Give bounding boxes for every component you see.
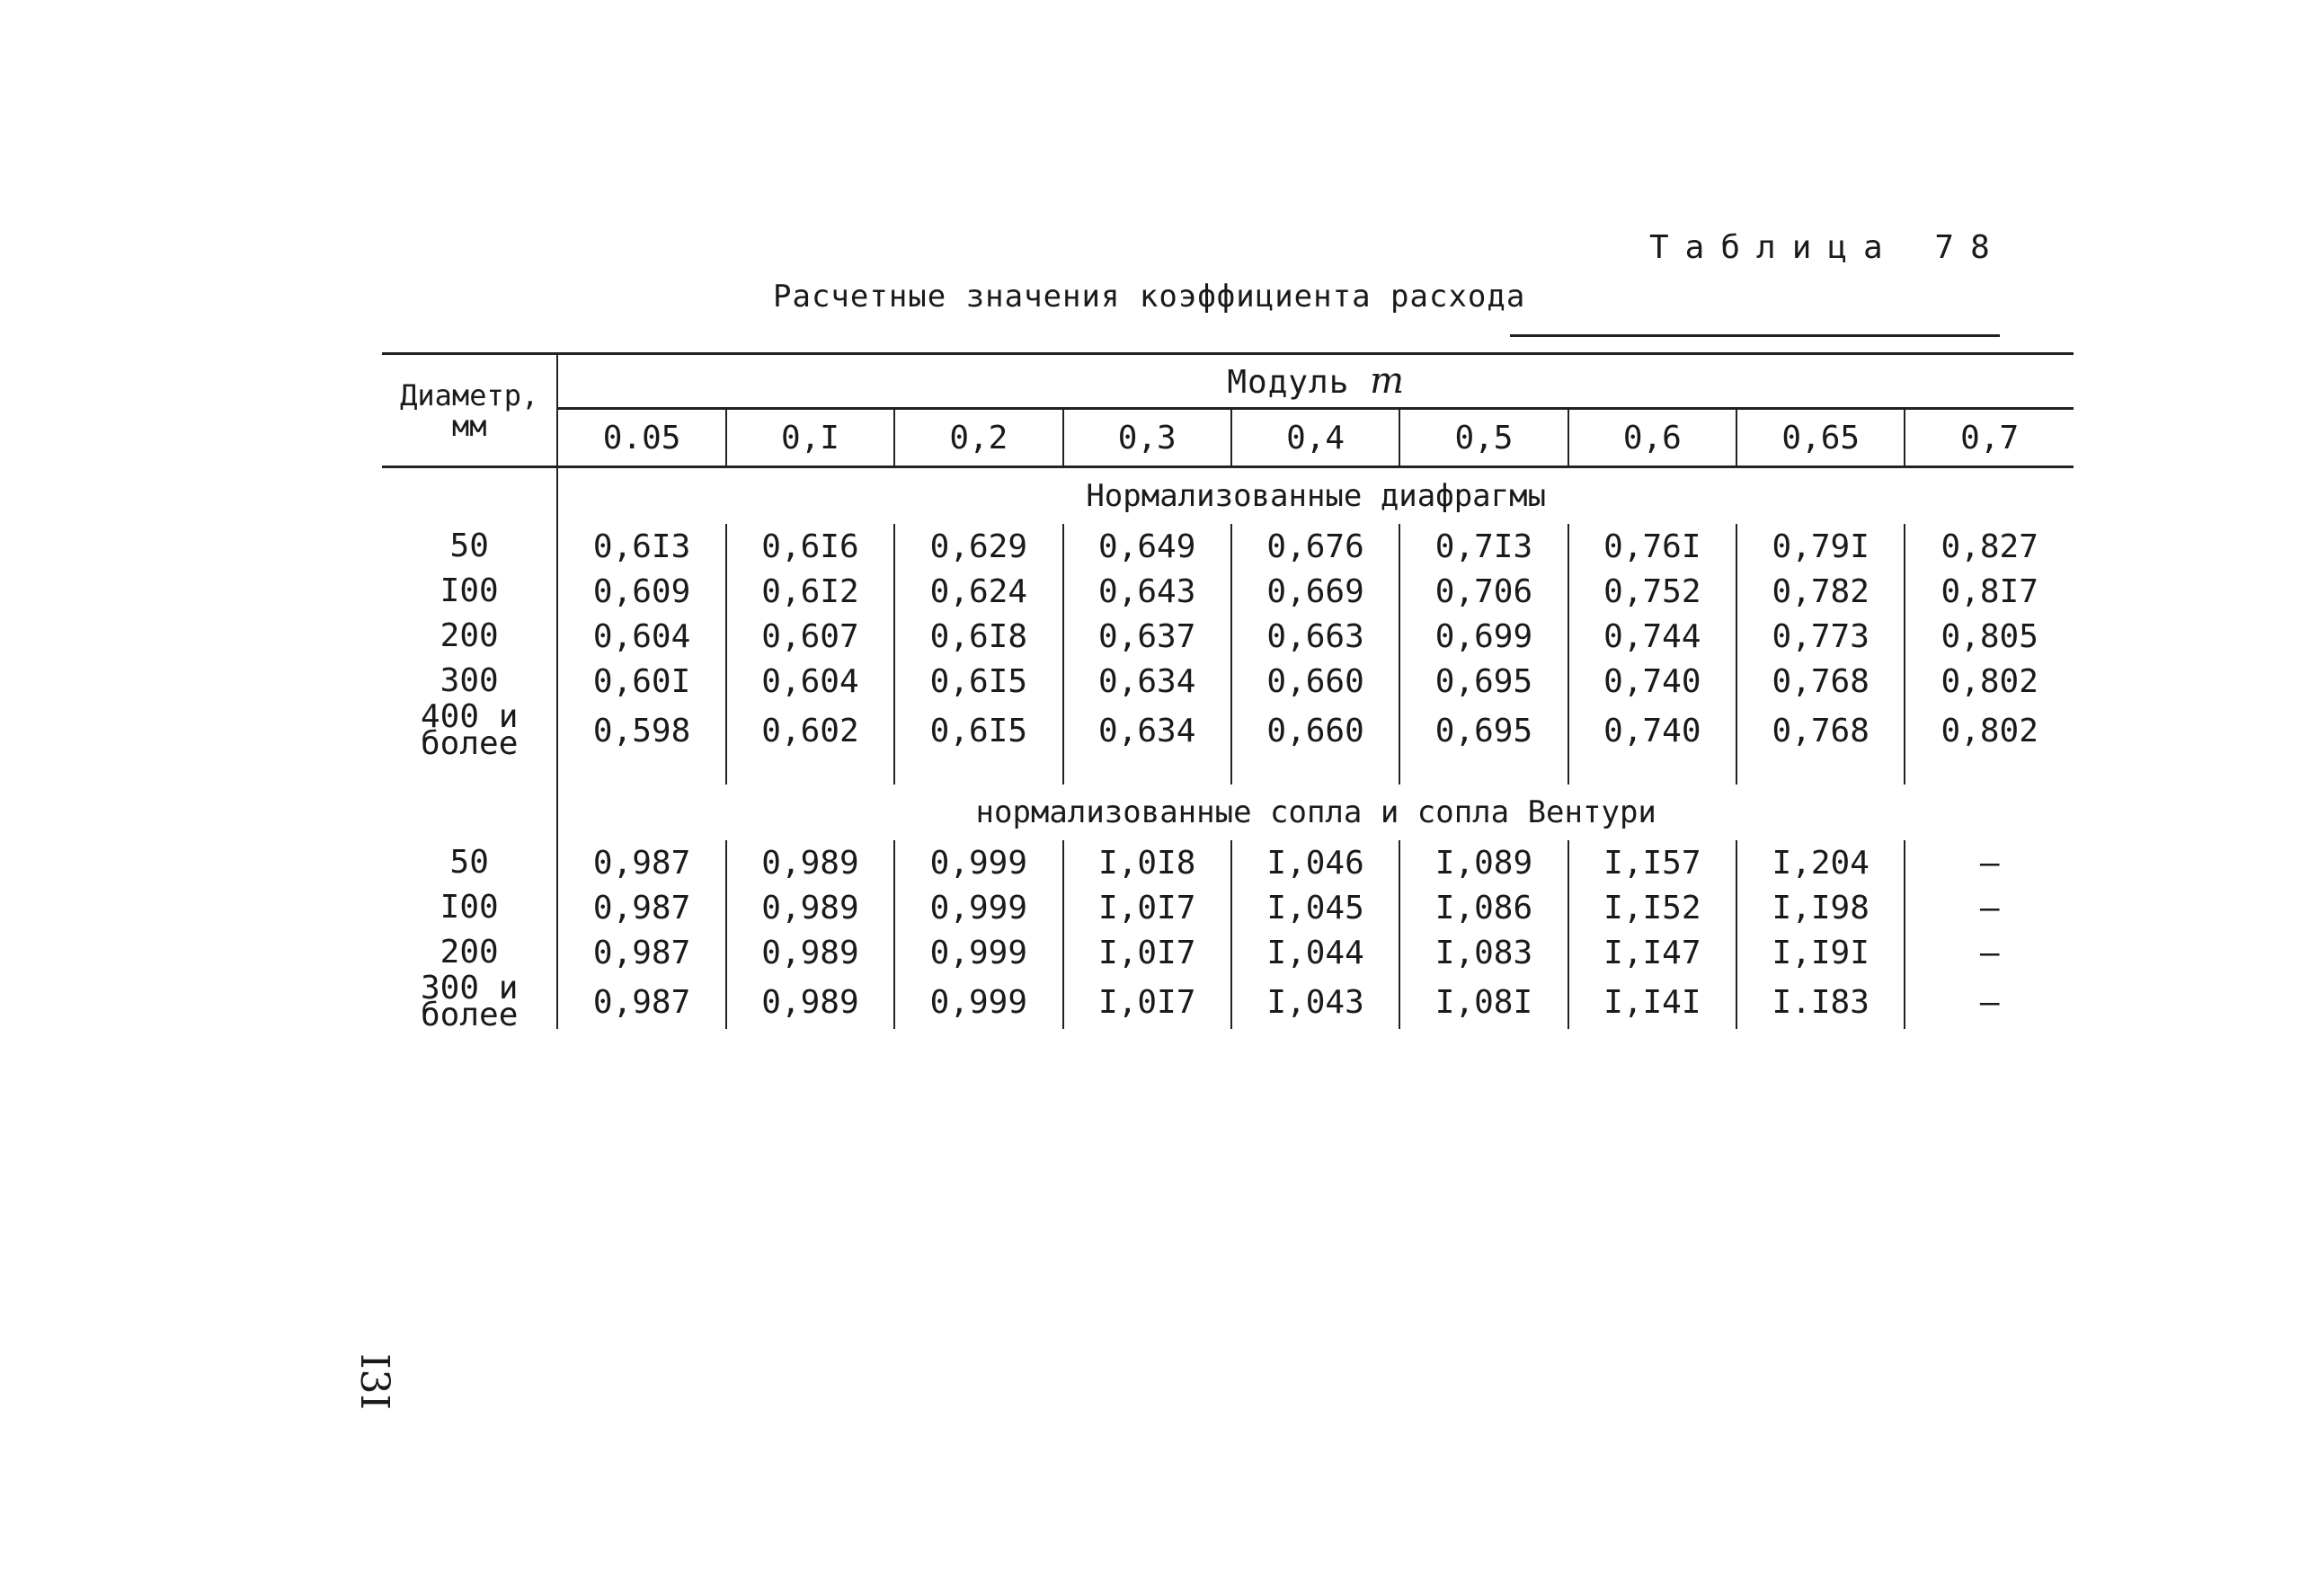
table-row: [382, 614, 2074, 659]
section-header-row: [382, 785, 2074, 840]
coefficient-cell: 0,676: [1231, 524, 1399, 569]
section-header-row: [382, 467, 2074, 525]
coefficient-cell: I,045: [1231, 885, 1399, 930]
coefficient-cell: I,0I7: [1063, 930, 1231, 975]
coefficient-cell: 0,604: [726, 659, 894, 704]
diameter-cell: I00: [440, 572, 499, 609]
coefficient-cell: I,I52: [1568, 885, 1736, 930]
coefficient-cell: I,204: [1736, 840, 1905, 885]
table-number-label: Таблица 78: [1649, 229, 2006, 266]
coefficient-cell: I,044: [1231, 930, 1399, 975]
coefficient-cell: 0,802: [1905, 704, 2074, 758]
section-title: нормализованные сопла и сопла Вентури: [557, 785, 2074, 840]
coefficient-cell: 0,607: [726, 614, 894, 659]
diameter-cell: 200: [440, 934, 499, 971]
modul-symbol: m: [1370, 360, 1406, 402]
diameter-cell: 50: [449, 844, 489, 881]
coefficient-cell: I,I47: [1568, 930, 1736, 975]
coefficient-cell: 0,805: [1905, 614, 2074, 659]
coefficient-cell: 0,999: [894, 930, 1062, 975]
coefficient-cell: 0,999: [894, 840, 1062, 885]
coefficient-cell: I,089: [1399, 840, 1568, 885]
coefficient-cell: 0,660: [1231, 704, 1399, 758]
coefficient-cell: 0,999: [894, 975, 1062, 1029]
coefficient-cell: I,I57: [1568, 840, 1736, 885]
table-title: Расчетные значения коэффициента расхода: [773, 279, 1526, 315]
coefficient-cell: I,083: [1399, 930, 1568, 975]
modul-value-header: 0,I: [726, 409, 894, 467]
coefficient-cell: 0,802: [1905, 659, 2074, 704]
coefficient-cell: 0,6I3: [557, 524, 725, 569]
coefficient-cell: I,043: [1231, 975, 1399, 1029]
coefficient-cell: 0,663: [1231, 614, 1399, 659]
coefficient-cell: I.I83: [1736, 975, 1905, 1029]
title-rule: [1510, 334, 2000, 337]
coefficient-cell: 0,989: [726, 975, 894, 1029]
diameter-cell: 300: [440, 662, 499, 699]
coefficient-cell: 0,6I2: [726, 569, 894, 614]
coefficient-cell: 0,740: [1568, 659, 1736, 704]
coefficient-cell: 0,60I: [557, 659, 725, 704]
section-diameter-spacer: [382, 467, 557, 525]
modul-value-header: 0.05: [557, 409, 725, 467]
coefficient-cell: 0,637: [1063, 614, 1231, 659]
coefficient-cell: I,I4I: [1568, 975, 1736, 1029]
section-gap-row: [382, 758, 2074, 785]
coefficient-cell: I,I9I: [1736, 930, 1905, 975]
discharge-coefficient-table: [382, 352, 2074, 1033]
coefficient-cell: I,0I8: [1063, 840, 1231, 885]
coefficient-cell: 0,987: [557, 975, 725, 1029]
coefficient-cell: 0,773: [1736, 614, 1905, 659]
coefficient-cell: 0,6I8: [894, 614, 1062, 659]
page-number: I3I: [351, 1353, 397, 1410]
modul-label-text: Модуль: [1227, 364, 1350, 401]
coefficient-cell: I,046: [1231, 840, 1399, 885]
modul-value-header: 0,3: [1063, 409, 1231, 467]
coefficient-cell: 0,699: [1399, 614, 1568, 659]
coefficient-cell: 0,827: [1905, 524, 2074, 569]
coefficient-cell: 0,768: [1736, 704, 1905, 758]
coefficient-cell: 0,634: [1063, 659, 1231, 704]
coefficient-cell: 0,643: [1063, 569, 1231, 614]
coefficient-cell: 0,695: [1399, 704, 1568, 758]
gap-cell: [894, 758, 1062, 785]
diameter-column-header: Диаметр, мм: [382, 354, 557, 467]
coefficient-cell: I,0I7: [1063, 885, 1231, 930]
coefficient-cell: 0,6I5: [894, 704, 1062, 758]
gap-cell: [1736, 758, 1905, 785]
coefficient-cell: 0,6I6: [726, 524, 894, 569]
coefficient-cell: 0,987: [557, 840, 725, 885]
coefficient-cell: –: [1905, 975, 2074, 1029]
coefficient-cell: 0,7I3: [1399, 524, 1568, 569]
coefficient-cell: 0,999: [894, 885, 1062, 930]
coefficient-cell: 0,604: [557, 614, 725, 659]
coefficient-cell: 0,695: [1399, 659, 1568, 704]
coefficient-cell: –: [1905, 930, 2074, 975]
modul-value-header: 0,7: [1905, 409, 2074, 467]
modul-value-header: 0,6: [1568, 409, 1736, 467]
coefficient-cell: 0,987: [557, 885, 725, 930]
coefficient-cell: 0,706: [1399, 569, 1568, 614]
diameter-cell: 200: [440, 617, 499, 654]
gap-cell: [1231, 758, 1399, 785]
section-title: Нормализованные диафрагмы: [557, 467, 2074, 525]
table-row: [382, 569, 2074, 614]
coefficient-cell: 0,989: [726, 885, 894, 930]
modul-header: [557, 354, 2074, 409]
modul-value-header: 0,5: [1399, 409, 1568, 467]
section-diameter-spacer: [382, 785, 557, 840]
diameter-cell: I00: [440, 889, 499, 926]
gap-cell: [1905, 758, 2074, 785]
coefficient-cell: 0,649: [1063, 524, 1231, 569]
coefficient-cell: 0,609: [557, 569, 725, 614]
table-row: [382, 704, 2074, 758]
coefficient-cell: 0,660: [1231, 659, 1399, 704]
coefficient-cell: I,086: [1399, 885, 1568, 930]
coefficient-cell: 0,629: [894, 524, 1062, 569]
table-row: [382, 659, 2074, 704]
gap-cell: [1399, 758, 1568, 785]
modul-value-header: 0,4: [1231, 409, 1399, 467]
coefficient-cell: 0,782: [1736, 569, 1905, 614]
coefficient-cell: 0,669: [1231, 569, 1399, 614]
diameter-cell: 300 и более: [421, 970, 519, 1033]
modul-value-header: 0,2: [894, 409, 1062, 467]
coefficient-cell: 0,987: [557, 930, 725, 975]
table-row: [382, 930, 2074, 975]
coefficient-cell: I,08I: [1399, 975, 1568, 1029]
coefficient-cell: 0,76I: [1568, 524, 1736, 569]
coefficient-cell: 0,602: [726, 704, 894, 758]
coefficient-cell: 0,8I7: [1905, 569, 2074, 614]
gap-cell: [557, 758, 725, 785]
coefficient-cell: –: [1905, 840, 2074, 885]
coefficient-cell: –: [1905, 885, 2074, 930]
table-body: [382, 467, 2074, 1033]
table-row: [382, 524, 2074, 569]
modul-values-row: [382, 409, 2074, 467]
coefficient-cell: 0,6I5: [894, 659, 1062, 704]
coefficient-cell: 0,79I: [1736, 524, 1905, 569]
diameter-cell: 50: [449, 528, 489, 564]
coefficient-cell: 0,740: [1568, 704, 1736, 758]
coefficient-cell: 0,989: [726, 840, 894, 885]
diameter-cell: 400 и более: [421, 698, 519, 762]
coefficient-cell: 0,752: [1568, 569, 1736, 614]
coefficient-cell: 0,598: [557, 704, 725, 758]
coefficient-cell: 0,624: [894, 569, 1062, 614]
coefficient-cell: I,I98: [1736, 885, 1905, 930]
table-row: [382, 840, 2074, 885]
coefficient-cell: 0,989: [726, 930, 894, 975]
gap-cell: [1063, 758, 1231, 785]
coefficient-cell: 0,634: [1063, 704, 1231, 758]
modul-value-header: 0,65: [1736, 409, 1905, 467]
gap-cell: [1568, 758, 1736, 785]
coefficient-cell: I,0I7: [1063, 975, 1231, 1029]
table-row: [382, 885, 2074, 930]
coefficient-cell: 0,744: [1568, 614, 1736, 659]
gap-cell: [726, 758, 894, 785]
coefficient-cell: 0,768: [1736, 659, 1905, 704]
table-row: [382, 975, 2074, 1029]
